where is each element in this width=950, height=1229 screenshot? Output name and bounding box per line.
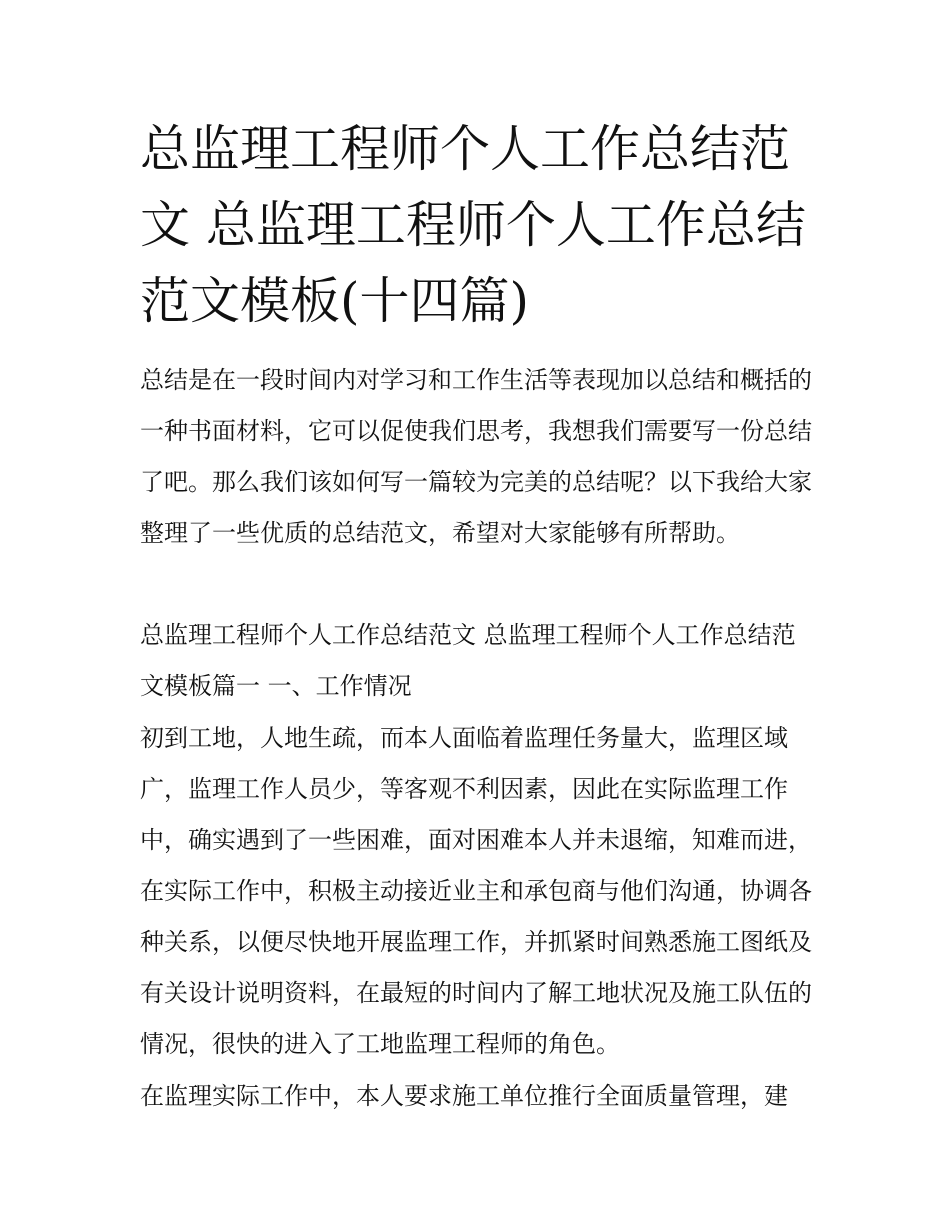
body-paragraph-2: 在监理实际工作中，本人要求施工单位推行全面质量管理，建 — [140, 1082, 788, 1110]
document-title: 总监理工程师个人工作总结范文 总监理工程师个人工作总结范文模板(十四篇) — [140, 120, 806, 330]
body-paragraph-1: 初到工地，人地生疏，而本人面临着监理任务量大，监理区域广，监理工作人员少，等客观不利因素，因此在实际监理工作中，确实遇到了一些困难，面对困难本人并未退缩，知难而进，在实际工作中，积极主动接近业主和承包商与他们沟通，协调各种关系，以便尽快地开展监理工作，并抓紧时间熟悉施工图纸及有关设计说明资料，在最短的时间内了解工地状况及施工队伍的情况，很快的进入了工地监理工程师的角色。 — [140, 724, 812, 1058]
document-page — [140, 0, 812, 1229]
intro-paragraph: 总结是在一段时间内对学习和工作生活等表现加以总结和概括的一种书面材料，它可以促使我们思考，我想我们需要写一份总结了吧。那么我们该如何写一篇较为完美的总结呢？以下我给大家整理了一些优质的总结范文，希望对大家能够有所帮助。 — [140, 366, 812, 547]
section-heading: 总监理工程师个人工作总结范文 总监理工程师个人工作总结范文模板篇一 一、工作情况 — [140, 621, 796, 700]
